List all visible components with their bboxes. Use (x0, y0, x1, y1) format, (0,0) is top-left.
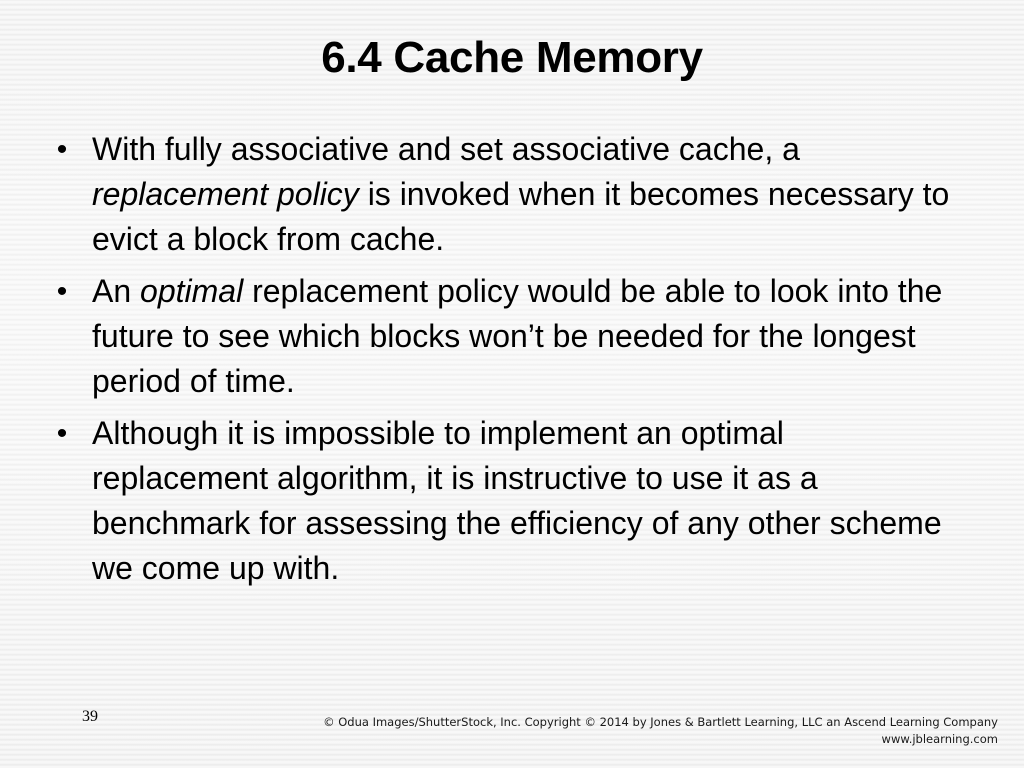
bullet-list (52, 127, 957, 598)
bullet-text-part: An (92, 273, 141, 309)
emphasis-optimal: optimal (140, 273, 244, 309)
bullet-icon: • (56, 133, 68, 166)
bullet-item-replacement-policy (52, 127, 957, 262)
bullet-item-optimal-policy (52, 269, 957, 404)
bullet-text-part: With fully associative and set associative cache, a (92, 131, 800, 167)
emphasis-replacement-policy: replacement policy (92, 176, 359, 212)
bullet-text-part: is invoked when it becomes necessary to evict a block from cache. (92, 176, 950, 257)
publisher-website: www.jblearning.com (881, 732, 998, 746)
bullet-icon: • (56, 275, 68, 308)
copyright-notice (298, 714, 998, 748)
bullet-text-part: replacement policy would be able to look into the future to see which blocks won’t be needed for the longest period of time. (92, 273, 943, 399)
page-number: 39 (82, 708, 98, 725)
copyright-line: © Odua Images/ShutterStock, Inc. Copyright © 2014 by Jones & Bartlett Learning, LLC an Ascend Learning Company (323, 715, 998, 729)
bullet-text: Although it is impossible to implement an optimal replacement algorithm, it is instructive to use it as a benchmark for assessing the efficiency of any other scheme we come up with. (92, 415, 942, 586)
bullet-icon: • (56, 417, 68, 450)
bullet-item-benchmark (52, 411, 957, 591)
slide-title: 6.4 Cache Memory (321, 33, 703, 82)
